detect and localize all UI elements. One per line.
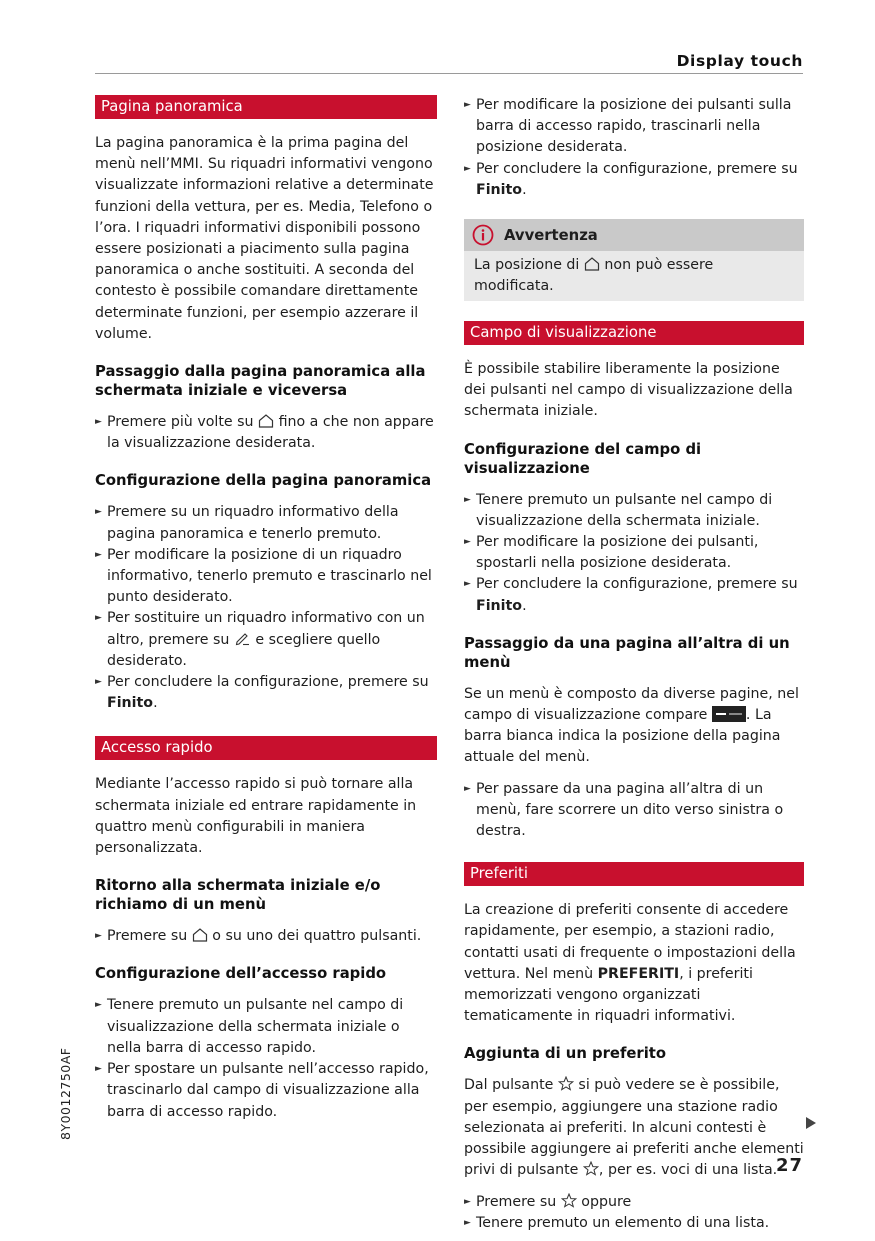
section-heading-pagina-panoramica: Pagina panoramica bbox=[95, 95, 437, 119]
step-list bbox=[95, 502, 437, 714]
subheading: Passaggio da una pagina all’altra di un menù bbox=[464, 634, 790, 671]
left-column bbox=[95, 95, 437, 1133]
list-item: ► Per spostare un pulsante nell’accesso rapido, trascinarlo dal campo di visualizzazione alla barra di accesso rapido. bbox=[95, 1061, 429, 1120]
bullet-icon: ► bbox=[464, 537, 471, 548]
paragraph: Mediante l’accesso rapido si può tornare alla schermata iniziale ed entrare rapidamente in quattro menù configurabili in maniera personalizzata. bbox=[95, 776, 417, 857]
list-item: ► Tenere premuto un pulsante nel campo di visualizzazione della schermata iniziale. bbox=[464, 491, 773, 529]
star-icon bbox=[583, 1161, 599, 1176]
list-item: ► Per concludere la configurazione, premere su Finito. bbox=[464, 160, 798, 198]
bullet-icon: ► bbox=[464, 783, 471, 794]
paragraph: Dal pulsante si può vedere se è possibile, per esempio, aggiungere una stazione radio selezionata ai preferiti. In alcuni contesti è possibile aggiungere ai preferiti anche elementi privi di pulsante , per es. voci di una lista. bbox=[464, 1077, 804, 1179]
bullet-icon: ► bbox=[95, 507, 102, 518]
home-icon bbox=[584, 257, 600, 271]
list-item: ► Tenere premuto un pulsante nel campo di visualizzazione della schermata iniziale o nella barra di accesso rapido. bbox=[95, 997, 404, 1056]
info-icon bbox=[472, 224, 494, 246]
bullet-icon: ► bbox=[95, 549, 102, 560]
list-item: ► Premere più volte su fino a che non appare la visualizzazione desiderata. bbox=[95, 414, 434, 452]
note-header bbox=[464, 219, 804, 251]
note-title: Avvertenza bbox=[504, 226, 598, 244]
subheading: Configurazione dell’accesso rapido bbox=[95, 965, 387, 983]
document-code: 8Y0012750AF bbox=[58, 1047, 73, 1140]
list-item: ► Premere su un riquadro informativo della pagina panoramica e tenerlo premuto. bbox=[95, 504, 399, 542]
bullet-icon: ► bbox=[464, 579, 471, 590]
list-item: ► Per concludere la configurazione, premere su Finito. bbox=[464, 576, 798, 614]
bullet-icon: ► bbox=[95, 613, 102, 624]
continue-arrow-icon bbox=[806, 1117, 816, 1129]
step-list bbox=[464, 1192, 804, 1234]
bullet-icon: ► bbox=[95, 931, 102, 942]
bullet-icon: ► bbox=[464, 163, 471, 174]
section-heading-accesso-rapido: Accesso rapido bbox=[95, 736, 437, 760]
section-heading-preferiti: Preferiti bbox=[464, 862, 804, 886]
step-list bbox=[95, 995, 437, 1122]
step-list bbox=[464, 490, 804, 617]
paragraph: È possibile stabilire liberamente la posizione dei pulsanti nel campo di visualizzazione della schermata iniziale. bbox=[464, 361, 793, 420]
star-icon bbox=[561, 1193, 577, 1208]
running-header: Display touch bbox=[676, 52, 803, 70]
bullet-icon: ► bbox=[464, 1217, 471, 1228]
list-item: ► Per modificare la posizione dei pulsanti sulla barra di accesso rapido, trascinarli nella posizione desiderata. bbox=[464, 97, 792, 156]
note-box bbox=[464, 219, 804, 301]
list-item: ► Premere su o su uno dei quattro pulsanti. bbox=[95, 926, 437, 947]
list-item: ► Per sostituire un riquadro informativo con un altro, premere su e scegliere quello desiderato. bbox=[95, 610, 425, 669]
bullet-icon: ► bbox=[95, 1000, 102, 1011]
subheading: Ritorno alla schermata iniziale e/o richiamo di un menù bbox=[95, 877, 381, 914]
right-column bbox=[464, 95, 804, 1241]
page-indicator-icon bbox=[712, 706, 746, 722]
bullet-icon: ► bbox=[464, 1196, 471, 1207]
paragraph: Se un menù è composto da diverse pagine, nel campo di visualizzazione compare . La barra bianca indica la posizione della pagina attuale del menù. bbox=[464, 685, 799, 766]
subheading: Configurazione della pagina panoramica bbox=[95, 472, 432, 490]
subheading: Aggiunta di un preferito bbox=[464, 1045, 667, 1063]
list-item: ► Per passare da una pagina all’altra di un menù, fare scorrere un dito verso sinistra o destra. bbox=[464, 780, 784, 840]
step-list bbox=[464, 95, 804, 201]
home-icon bbox=[258, 414, 274, 428]
bullet-icon: ► bbox=[464, 494, 471, 505]
section-heading-campo: Campo di visualizzazione bbox=[464, 321, 804, 345]
list-item: ► Premere su oppure bbox=[464, 1192, 804, 1213]
home-icon bbox=[192, 928, 208, 942]
subheading: Configurazione del campo di visualizzazione bbox=[464, 440, 702, 477]
header-divider bbox=[95, 73, 803, 74]
list-item: ► Per concludere la configurazione, premere su Finito. bbox=[95, 674, 429, 712]
bullet-icon: ► bbox=[95, 1064, 102, 1075]
step-list bbox=[464, 779, 804, 843]
subheading: Passaggio dalla pagina panoramica alla schermata iniziale e viceversa bbox=[95, 363, 426, 400]
paragraph: La pagina panoramica è la prima pagina del menù nell’MMI. Su riquadri informativi vengono visualizzate informazioni relative a determinate funzioni della vettura, per es. Media, Telefono o l’ora. I riquadri informativi disponibili possono essere posizionati a piacimento sulla pagina panoramica o anche sostituiti. A seconda del contesto è possibile comandare direttamente determinate funzioni, per esempio azzerare il volume. bbox=[95, 135, 434, 342]
bullet-icon: ► bbox=[95, 677, 102, 688]
star-icon bbox=[558, 1076, 574, 1091]
step-list bbox=[95, 926, 437, 947]
bullet-icon: ► bbox=[95, 417, 102, 428]
edit-pencil-icon bbox=[234, 630, 251, 646]
step-list bbox=[95, 412, 437, 454]
list-item: ► Per modificare la posizione dei pulsanti, spostarli nella posizione desiderata. bbox=[464, 534, 759, 572]
page-number: 27 bbox=[775, 1155, 803, 1176]
bullet-icon: ► bbox=[464, 100, 471, 110]
list-item: ► Per modificare la posizione di un riquadro informativo, tenerlo premuto e trascinarlo nel punto desiderato. bbox=[95, 546, 432, 606]
list-item: ► Tenere premuto un elemento di una lista. bbox=[464, 1213, 804, 1234]
note-text: La posizione di non può essere modificata. bbox=[474, 257, 714, 295]
paragraph: La creazione di preferiti consente di accedere rapidamente, per esempio, a stazioni radio, contatti usati di frequente o impostazioni della vettura. Nel menù PREFERITI, i preferiti memorizzati vengono organizzati tematicamente in riquadri informativi. bbox=[464, 902, 796, 1025]
